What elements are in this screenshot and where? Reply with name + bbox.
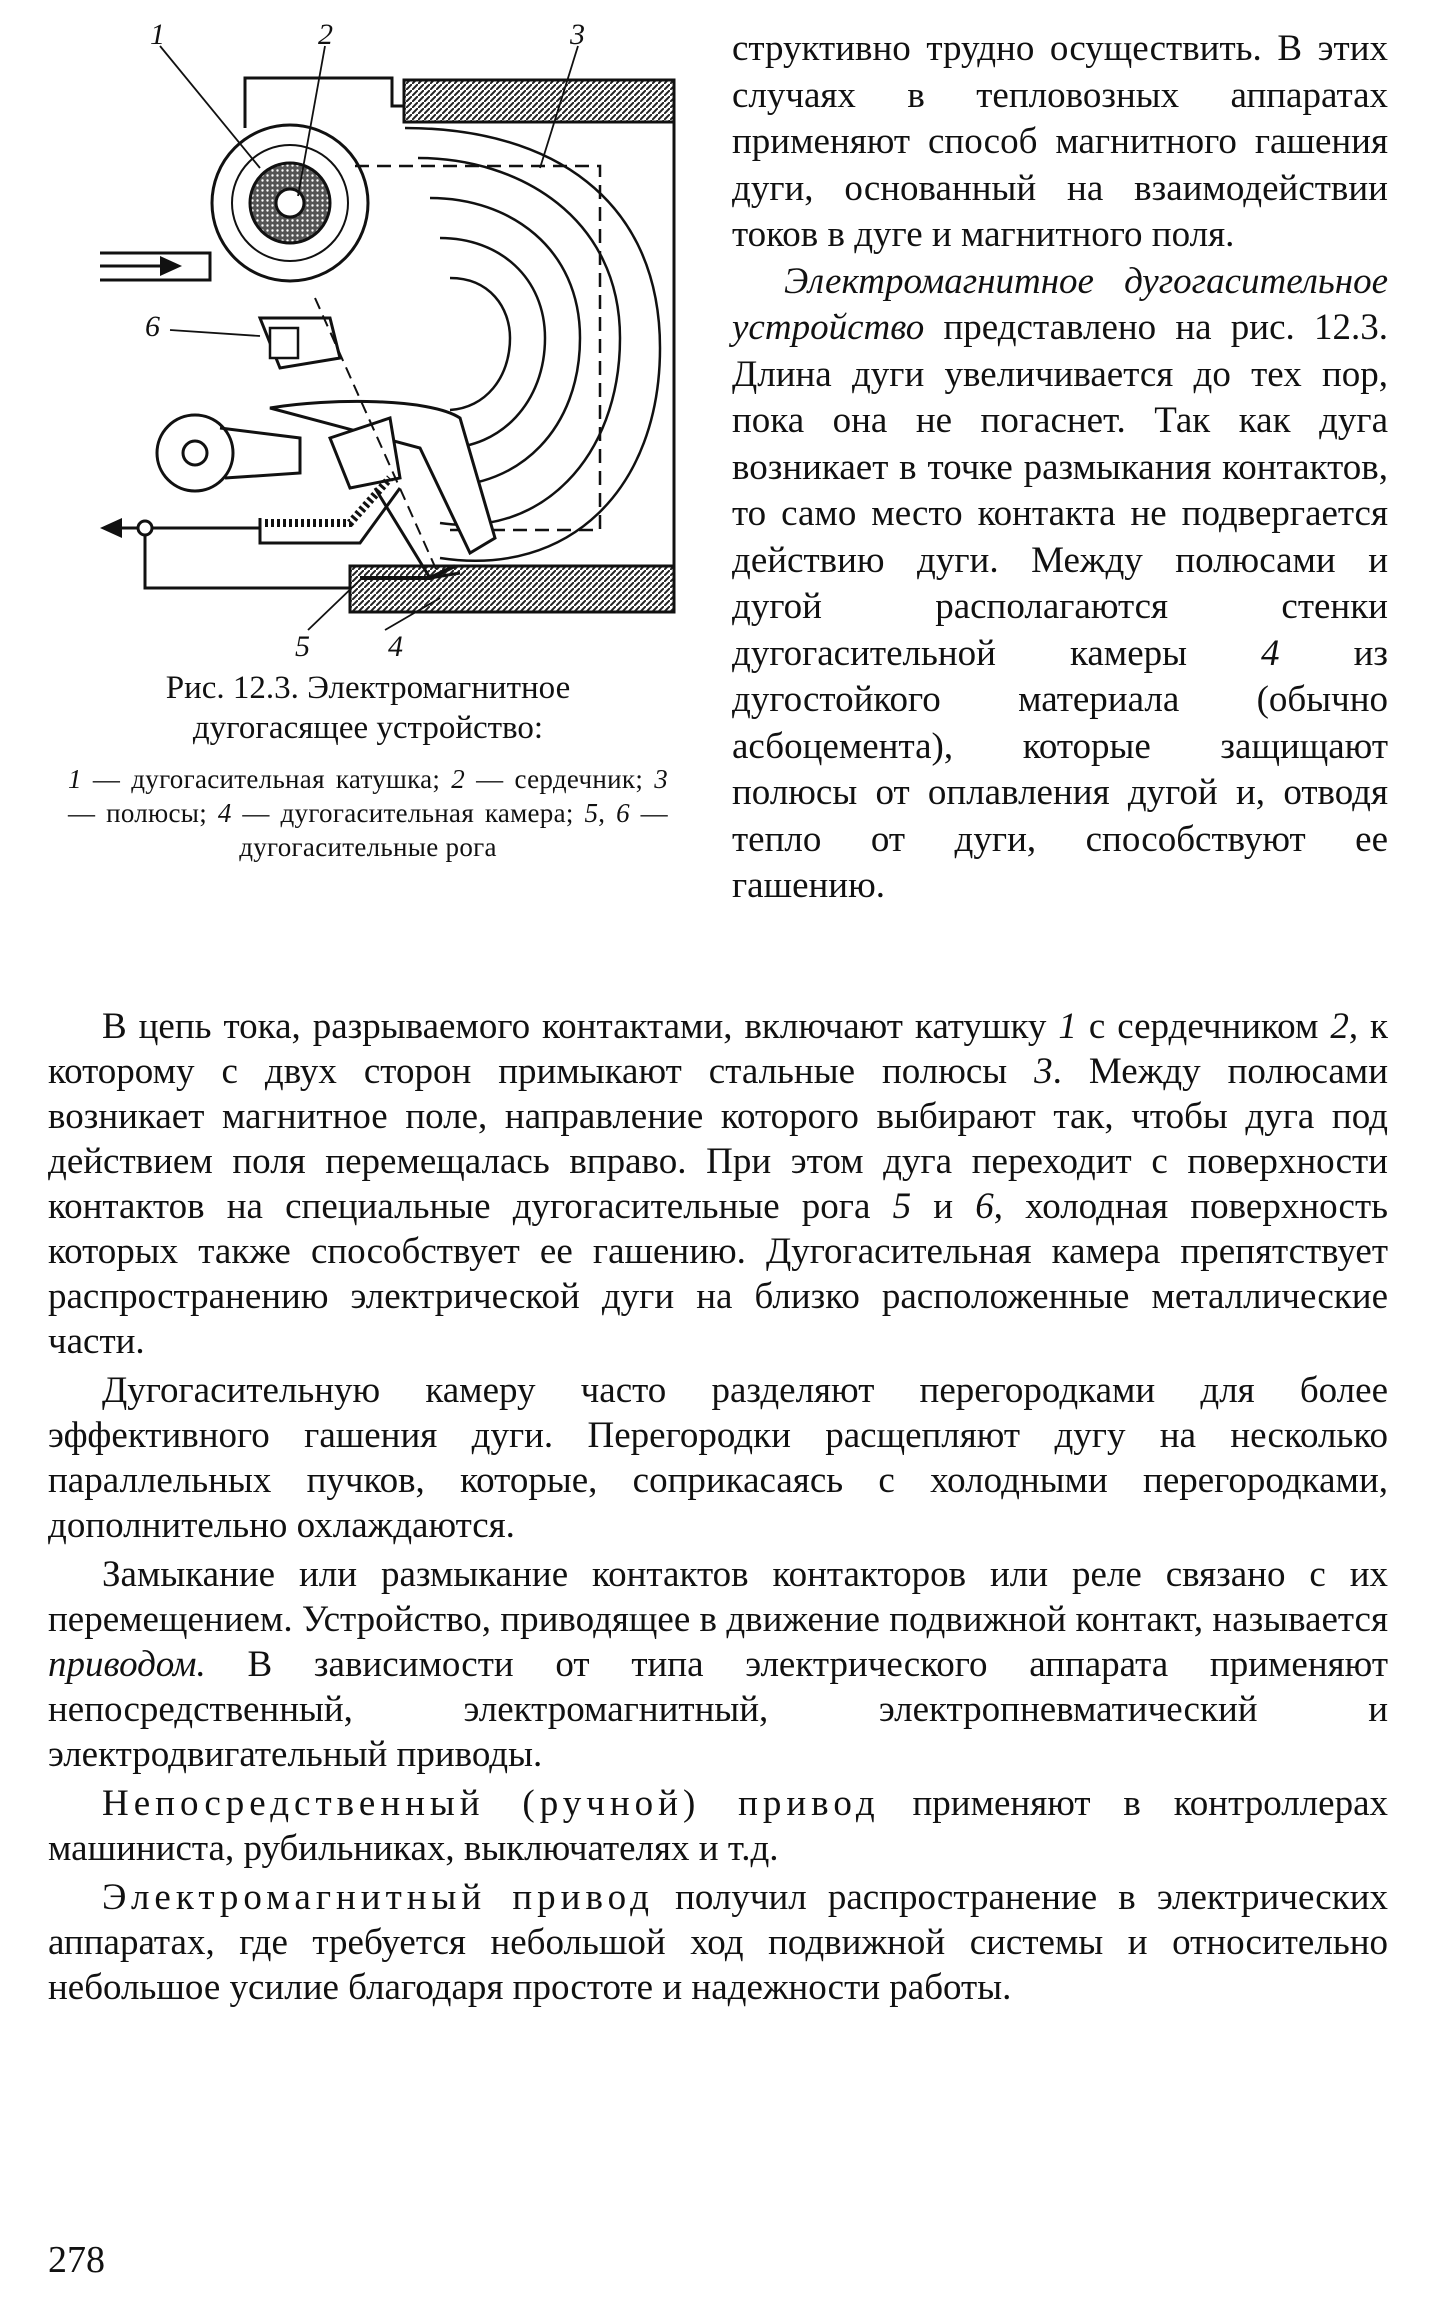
figure-label-3: 3	[570, 18, 585, 51]
caption-title-line: Рис. 12.3. Электромагнитное	[165, 670, 571, 706]
ref-number: 1	[1058, 1006, 1077, 1047]
figure-label-5: 5	[295, 630, 310, 658]
legend-num: 3	[654, 764, 669, 794]
legend-num: 5	[584, 798, 599, 828]
figure-caption	[68, 668, 668, 864]
text: . Между полюсами возникает магнитное поле, направление которого выбирают так, чтобы дуга под действием поля перемещалась вправо. При этом дуга переходит с поверхности контактов на специальные дугогасительные рога	[48, 1051, 1388, 1227]
paragraph	[48, 1781, 1388, 1871]
text: с сердечником	[1076, 1006, 1331, 1047]
caption-title-line: дугогасящее устройство:	[192, 710, 544, 746]
caption-legend	[68, 762, 668, 864]
text: , холодная поверхность которых также способствует ее гашению. Дугогасительная камера препятствует распространению электрической дуги на близко расположенные металлические части.	[48, 1186, 1389, 1362]
paragraph	[732, 259, 1388, 910]
figure-label-4: 4	[388, 630, 403, 658]
text: , к которому с двух сторон примыкают стальные полюсы	[48, 1006, 1388, 1092]
legend-num: 4	[217, 798, 232, 828]
paragraph	[48, 1875, 1388, 2010]
chamber-wall-top	[404, 80, 674, 122]
figure-label-1: 1	[150, 18, 165, 51]
term: приводом.	[48, 1644, 206, 1685]
text: из дугостойкого материала (обычно асбоцемента), которые защищают полюсы от оплавления дугой и, отводя тепло от дуги, способствуют ее гашению.	[732, 632, 1388, 906]
legend-text: — сердечник;	[465, 764, 655, 794]
legend-text: — дугогасительные рога	[239, 798, 668, 862]
text: В зависимости от типа электрического аппарата применяют непосредственный, электромагнитный, электропневматический и электродвигательный приводы.	[48, 1644, 1388, 1775]
ref-number: 4	[1261, 632, 1280, 674]
legend-text: — полюсы;	[68, 798, 218, 828]
figure-arc-chute-device	[100, 18, 700, 658]
caption-title	[68, 668, 668, 748]
paragraph	[48, 1004, 1388, 1364]
arc-chute-drawing	[100, 18, 700, 658]
term: Электромагнитное дугогасительное устройство	[732, 260, 1388, 348]
paragraph	[48, 1552, 1388, 1777]
ref-number: 6	[975, 1186, 994, 1227]
legend-num: 6	[616, 798, 630, 828]
text: применяют в контроллерах машиниста, рубильниках, выключателях и т.д.	[48, 1783, 1388, 1869]
spaced-term: Непосредственный (ручной) привод	[102, 1783, 880, 1824]
figure-label-2: 2	[318, 18, 333, 51]
figure-label-6: 6	[145, 310, 160, 343]
text: Замыкание или размыкание контактов контакторов или реле связано с их перемещением. Устройство, приводящее в движение подвижной контакт, называется	[48, 1554, 1388, 1640]
paragraph: Дугогасительную камеру часто разделяют перегородками для более эффективного гашения дуги. Перегородки расщепляют дугу на несколько параллельных пучков, которые, соприкасаясь с холодными перегородками, дополнительно охлаждаются.	[48, 1370, 1388, 1546]
text: и	[911, 1186, 976, 1227]
ref-number: 3	[1034, 1051, 1053, 1092]
chamber-wall-bottom	[350, 566, 674, 612]
legend-text: ,	[598, 798, 617, 828]
legend-num: 1	[68, 764, 82, 794]
legend-text: — дугогасительная камера;	[231, 798, 585, 828]
ref-number: 2	[1330, 1006, 1349, 1047]
legend-text: — дугогасительная катушка;	[81, 764, 452, 794]
text: представлено на рис. 12.3. Длина дуги увеличивается до тех пор, пока она не погаснет. Так как дуга возникает в точке размыкания контактов, то само место контакта не подвергается действию дуги. Между полюсами и дугой располагаются стенки дугогасительной камеры	[732, 307, 1388, 674]
text: получил распространение в электрических аппаратах, где требуется небольшой ход подвижной системы и относительно небольшое усилие благодаря простоте и надежности работы.	[48, 1877, 1388, 2008]
spaced-term: Электромагнитный привод	[102, 1877, 654, 1918]
paragraph: структивно трудно осуществить. В этих случаях в тепловозных аппаратах применяют способ магнитного гашения дуги, основанный на взаимодействии токов в дуге и магнитного поля.	[732, 28, 1388, 255]
ref-number: 5	[892, 1186, 912, 1227]
page-number: 278	[48, 2239, 105, 2281]
right-column	[732, 26, 1388, 910]
text: В цепь тока, разрываемого контактами, включают катушку	[102, 1006, 1059, 1047]
legend-num: 2	[451, 764, 466, 794]
body-text	[48, 1004, 1388, 2014]
